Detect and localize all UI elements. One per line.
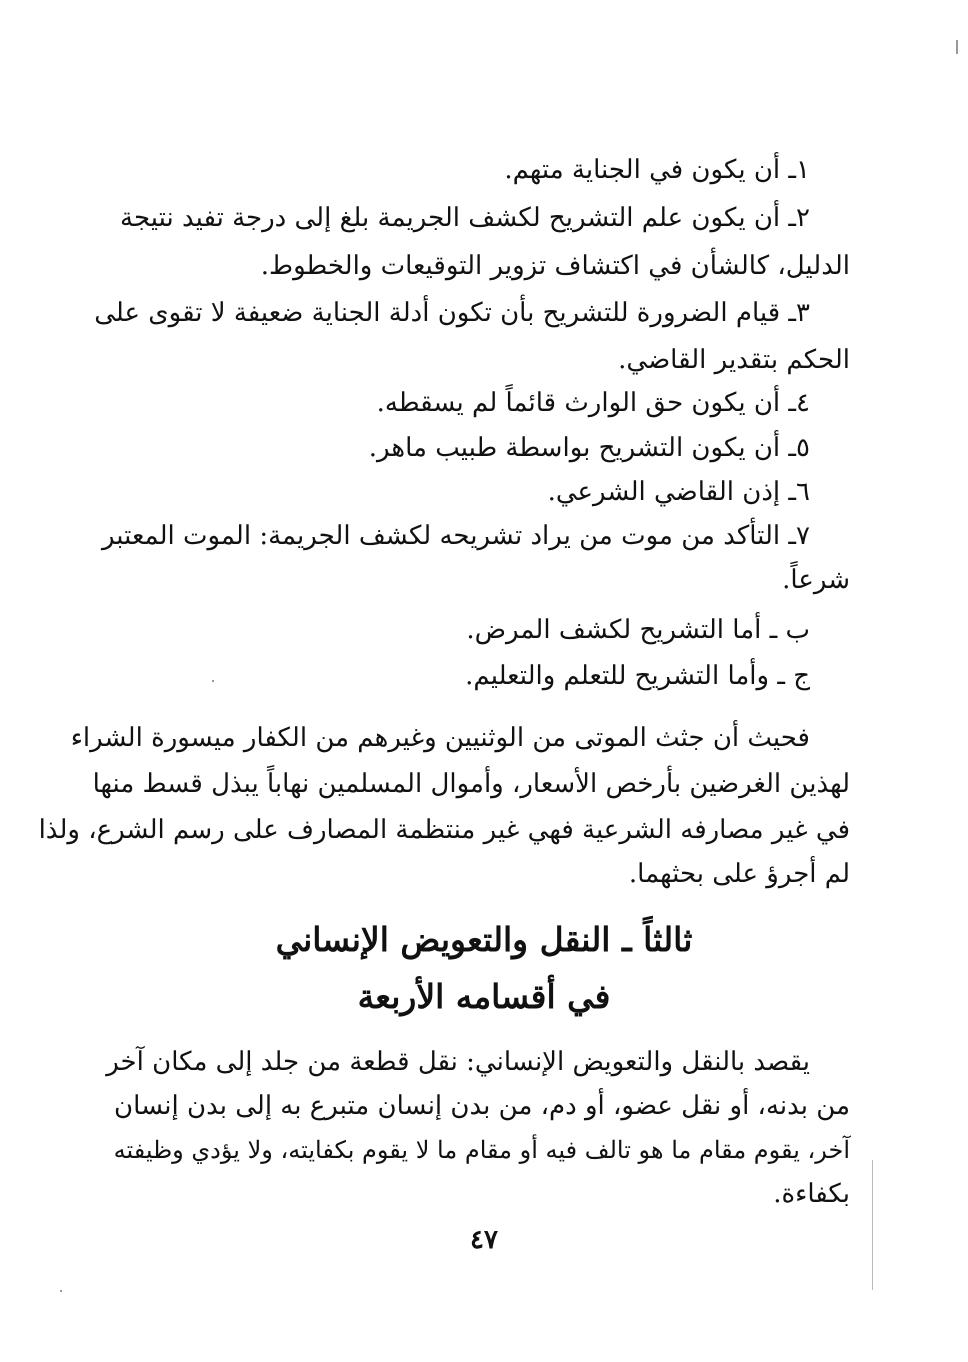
section-heading: ثالثاً ـ النقل والتعويض الإنساني bbox=[275, 920, 693, 959]
paragraph-line: بكفاءة. bbox=[773, 1179, 850, 1209]
list-item-continuation: شرعاً. bbox=[782, 565, 850, 595]
scan-speck bbox=[60, 1290, 62, 1292]
list-item-continuation: الحكم بتقدير القاضي. bbox=[618, 345, 850, 375]
paragraph-line: آخر، يقوم مقام ما هو تالف فيه أو مقام ما لا يقوم بكفايته، ولا يؤدي وظيفته bbox=[113, 1136, 850, 1164]
page-number: ٤٧ bbox=[470, 1225, 498, 1255]
paragraph-2 bbox=[106, 1042, 850, 1222]
paragraph-line: فحيث أن جثث الموتى من الوثنيين وغيرهم من الكفار ميسورة الشراء bbox=[70, 723, 810, 753]
paragraph-line: من بدنه، أو نقل عضو، أو دم، من بدن إنسان متبرع به إلى بدن إنسان bbox=[114, 1091, 850, 1121]
scan-speck bbox=[212, 680, 214, 682]
list-item-continuation: الدليل، كالشأن في اكتشاف تزوير التوقيعات والخطوط. bbox=[260, 251, 850, 281]
list-item: ٥ـ أن يكون التشريح بواسطة طبيب ماهر. bbox=[368, 433, 810, 463]
list-item: ٦ـ إذن القاضي الشرعي. bbox=[547, 477, 810, 507]
sub-items bbox=[138, 610, 850, 700]
sub-item: ب ـ أما التشريح لكشف المرض. bbox=[466, 615, 810, 645]
scan-edge-mark bbox=[956, 40, 958, 54]
list-item: ٢ـ أن يكون علم التشريح لكشف الجريمة بلغ إلى درجة تفيد نتيجة bbox=[120, 203, 810, 233]
sub-item: ج ـ وأما التشريح للتعلم والتعليم. bbox=[465, 661, 810, 691]
list-item: ٤ـ أن يكون حق الوارث قائماً لم يسقطه. bbox=[376, 388, 810, 418]
paragraph-line: في غير مصارفه الشرعية فهي غير منتظمة المصارف على رسم الشرع، ولذا bbox=[38, 815, 850, 845]
scan-edge-mark bbox=[872, 1160, 873, 1290]
paragraph-line: لهذين الغرضين بأرخص الأسعار، وأموال المسلمين نهاباً يبذل قسط منها bbox=[92, 769, 850, 799]
conditions-list bbox=[94, 150, 850, 610]
section-subheading: في أقسامه الأربعة bbox=[357, 977, 611, 1016]
paragraph-1 bbox=[38, 718, 850, 898]
paragraph-line: يقصد بالنقل والتعويض الإنساني: نقل قطعة من جلد إلى مكان آخر bbox=[106, 1047, 810, 1077]
list-item: ٧ـ التأكد من موت من يراد تشريحه لكشف الجريمة: الموت المعتبر bbox=[101, 521, 810, 551]
list-item: ٣ـ قيام الضرورة للتشريح بأن تكون أدلة الجناية ضعيفة لا تقوى على bbox=[94, 298, 810, 328]
list-item: ١ـ أن يكون في الجناية متهم. bbox=[504, 155, 810, 185]
paragraph-line: لم أجرؤ على بحثهما. bbox=[628, 859, 850, 889]
